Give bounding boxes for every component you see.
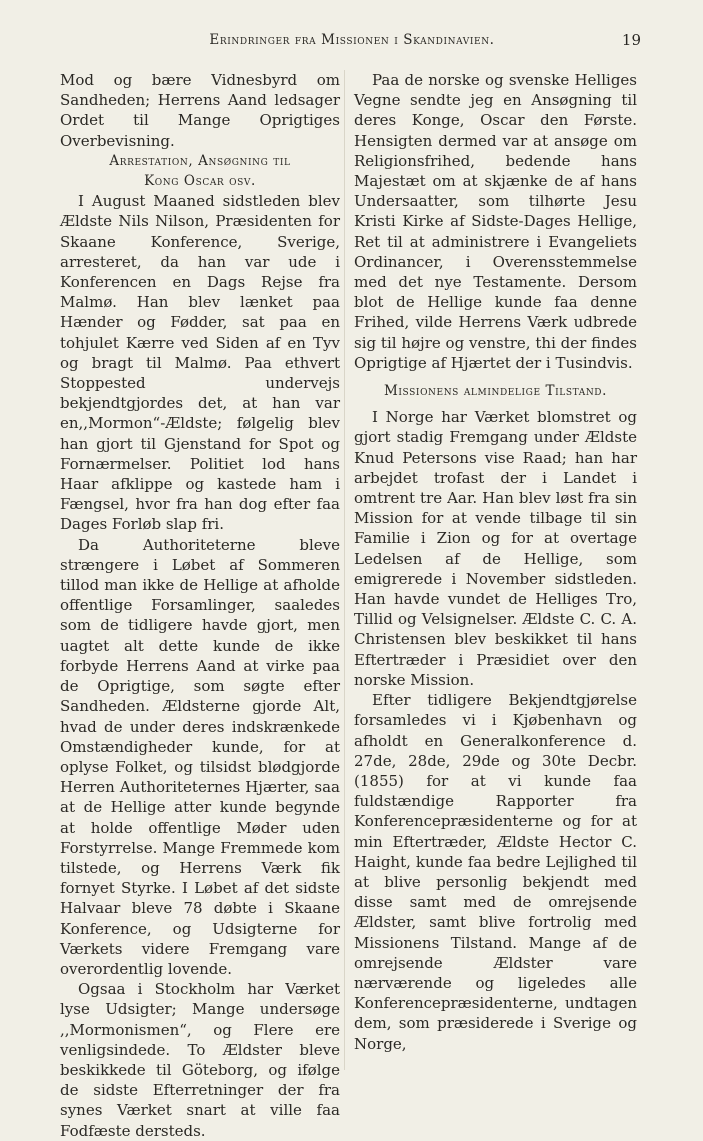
right-column [354, 70, 637, 1054]
column-divider [344, 70, 345, 1070]
paragraph-intro: Mod og bære Vidnesbyrd om Sandheden; Herrens Aand ledsager Ordet til Mange Oprigtiges Overbevisning. [60, 71, 340, 150]
section-heading-mission-status: Missionens almindelige Tilstand. [383, 383, 608, 400]
paragraph: Paa de norske og svenske Helliges Vegne sendte jeg en Ansøgning til deres Konge, Oscar den Første. Hensigten dermed var at ansøge om Religionsfrihed, bedende hans Majestæt om at skjænke de af hans Undersaatter, som tilhørte Jesu Kristi Kirke af Sidste-Dages Hellige, Ret til at administrere i Evangeliets Ordinancer, i Overensstemmelse med det nye Testamente. Dersom blot de Hellige kunde faa denne Frihed, vilde Herrens Værk udbrede sig til højre og venstre, thi der findes Oprigtige af Hjærtet der i Tusindvis. [354, 71, 637, 372]
paragraph: Da Authoriteterne bleve strængere i Løbet af Sommeren tillod man ikke de Hellige at afholde offentlige Forsamlinger, saaledes som de tidligere havde gjort, men uagtet alt dette kunde de ikke forbyde Herrens Aand at virke paa de Oprigtige, som søgte efter Sandheden. Ældsterne gjorde Alt, hvad de under deres indskrænkede Omstændigheder kunde, for at oplyse Folket, og tilsidst blødgjorde Herren Authoriteternes Hjærter, saa at de Hellige atter kunde begynde at holde offentlige Møder uden Forstyrrelse. Mange Fremmede kom tilstede, og Herrens Værk fik fornyet Styrke. I Løbet af det sidste Halvaar bleve 78 døbte i Skaane Konference, og Udsigterne for Værkets videre Fremgang vare overordentlig lovende. [60, 535, 340, 978]
paragraph: I Norge har Værket blomstret og gjort stadig Fremgang under Ældste Knud Petersons vise Raad; han har arbejdet trofast der i Landet i omtrent tre Aar. Han blev løst fra sin Mission for at vende tilbage til sin Familie i Zion og for at overtage Ledelsen af de Hellige, som emigrerede i November sidstleden. Han havde vundet de Helliges Tro, Tillid og Velsignelser. Ældste C. C. A. Christensen blev beskikket til hans Eftertræder i Præsidiet over den norske Mission. [354, 408, 637, 689]
page-header [60, 32, 643, 54]
paragraph: I August Maaned sidstleden blev Ældste Nils Nilson, Præsidenten for Skaane Konference, Sverige, arresteret, da han var ude i Konferencen en Dags Rejse fra Malmø. Han blev lænket paa Hænder og Fødder, sat paa en tohjulet Kærre ved Siden af en Tyv og bragt til Malmø. Paa ethvert Stoppested undervejs bekjendtgjordes det, at han var en,,Mormon“-Ældste; følgelig blev han gjort til Gjenstand for Spot og Fornærmelser. Politiet lod hans Haar afklippe og kastede ham i Fængsel, hvor fra han dog efter faa Dages Forløb slap fri. [60, 192, 340, 534]
paragraph: Ogsaa i Stockholm har Værket lyse Udsigter; Mange undersøge ,,Mormonismen“, og Flere ere venligsindede. To Ældster bleve beskikkede til Göteborg, og ifølge de sidste Efterretninger der fra synes Værket snart at ville faa Fodfæste dersteds. [60, 980, 340, 1140]
left-column [60, 70, 340, 1141]
section-heading-arrestation-line1: Arrestation, Ansøgning til [109, 152, 291, 169]
section-heading-arrestation-line2: Kong Oscar osv. [144, 173, 256, 190]
running-title: Erindringer fra Missionen i Skandinavien. [209, 32, 495, 48]
paragraph: Efter tidligere Bekjendtgjørelse forsamledes vi i Kjøbenhavn og afholdt en Generalkonference d. 27de, 28de, 29de og 30te Decbr. (1855) for at vi kunde faa fuldstændige Rapporter fra Konferencepræsidenterne og for at min Eftertræder, Ældste Hector C. Haight, kunde faa bedre Lejlighed til at blive personlig bekjendt med disse samt med de omrejsende Ældster, samt blive fortrolig med Missionens Tilstand. Mange af de omrejsende Ældster vare nærværende og ligeledes alle Konferencepræsidenterne, undtagen dem, som præsiderede i Sverige og Norge, [354, 691, 637, 1053]
page-number: 19 [621, 31, 641, 49]
